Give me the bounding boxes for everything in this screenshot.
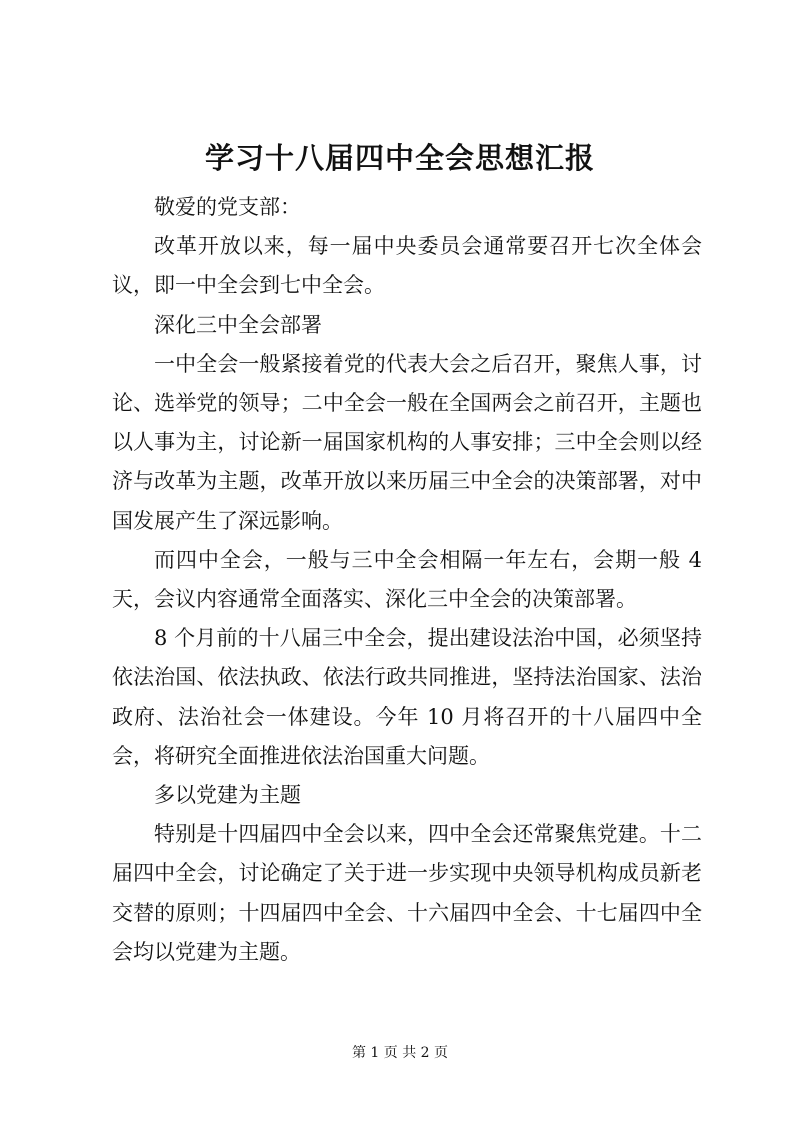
section-heading: 多以党建为主题 [154,783,301,808]
body-paragraph: 改革开放以来，每一届中央委员会通常要召开七次全体会议，即一中全会到七中全会。 [112,234,702,298]
salutation-paragraph: 敬爱的党支部： [154,195,301,219]
document-title: 学习十八届四中全会思想汇报 [204,141,595,175]
body-paragraph: 一中全会一般紧接着党的代表大会之后召开，聚焦人事，讨论、选举党的领导；二中全会一般在全国两会之前召开，主题也以人事为主，讨论新一届国家机构的人事安排；三中全会则以经济与改革为主题，改革开放以来历届三中全会的决策部署，对中国发展产生了深远影响。 [112,351,702,533]
page-number-footer: 第 1 页 共 2 页 [351,1045,449,1061]
body-paragraph: 而四中全会，一般与三中全会相隔一年左右，会期一般 4 天，会议内容通常全面落实、深化三中全会的决策部署。 [112,547,702,612]
document-body [112,188,702,972]
body-paragraph: 特别是十四届四中全会以来，四中全会还常聚焦党建。十二届四中全会，讨论确定了关于进一步实现中央领导机构成员新老交替的原则；十四届四中全会、十六届四中全会、十七届四中全会均以党建为主题。 [112,822,702,964]
section-heading: 深化三中全会部署 [154,312,322,337]
body-paragraph: 8 个月前的十八届三中全会，提出建设法治中国，必须坚持依法治国、依法执政、依法行政共同推进，坚持法治国家、法治政府、法治社会一体建设。今年 10 月将召开的十八届四中全会，将研究全面推进依法治国重大问题。 [112,626,702,768]
